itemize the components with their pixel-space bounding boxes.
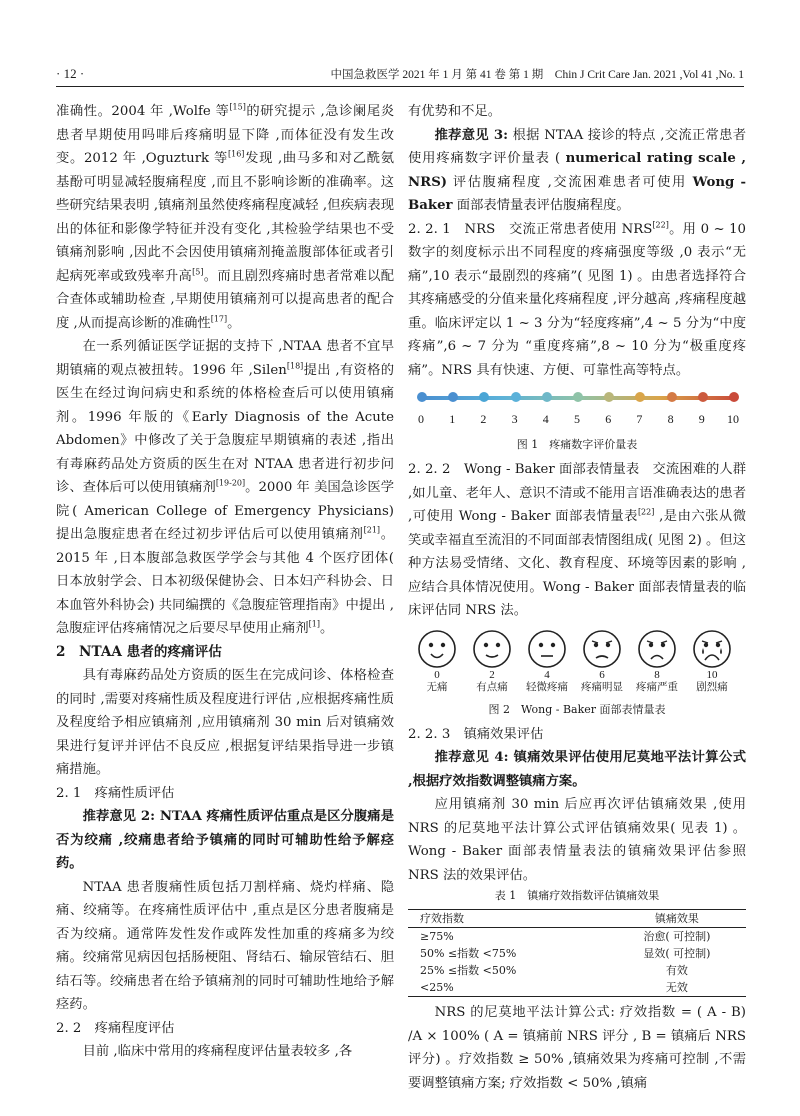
face-score: 4 <box>544 668 550 681</box>
efficacy-index-cell: <25% <box>408 979 608 997</box>
paragraph-wolfe: 准确性。2004 年 ,Wolfe 等[15]的研究提示 ,急诊阑尾炎患者早期使用吗啡后疼痛明显下降 ,而体征没有发生改变。2012 年 ,Oguzturk 等[16]发现 ,曲马多和对乙酰氨基酚可明显减轻腹痛程度 ,而且不影响诊断的准确率。这些研究结果表明 ,镇痛剂虽然使疼痛程度减轻 ,但疾病表现出的体征和影像学特征并没有变化 ,其检验学结果也不受镇痛剂影响 ,因此不会因使用镇痛剂掩盖腹部体征或者引起病死率或致残率升高[5]。而且剧烈疼痛时患者常难以配合查体或辅助检查 ,早期使用镇痛剂可以提高患者的配合度 ,从而提高诊断的准确性[17]。 <box>56 102 395 331</box>
face-item <box>577 629 627 693</box>
table-row <box>408 962 746 979</box>
nrs-scale-dot <box>542 392 552 402</box>
face-score: 10 <box>706 668 718 681</box>
figure-2-caption: 图 2 Wong - Baker 面部表情量表 <box>488 702 666 716</box>
table-row <box>408 979 746 997</box>
nrs-scale-tick: 2 <box>480 412 487 426</box>
section-heading-2-2: 2. 2 疼痛程度评估 <box>56 1020 175 1036</box>
face-label: 剧烈痛 <box>696 680 728 693</box>
analgesic-effect-cell: 显效( 可控制) <box>643 947 711 960</box>
nrs-scale-tick: 4 <box>542 412 549 426</box>
paragraph-evidence: 在一系列循证医学证据的支持下 ,NTAA 患者不宜早期镇痛的观点被扭转。1996 年 ,Silen[18]提出 ,有资格的医生在经过询问病史和系统的体格检查后可以使用镇痛剂。1996 年版的《Early Diagnosis of the Acute Abdomen》中修改了关于急腹症早期镇痛的表述 ,指出有毒麻药品处方资质的医生在对 NTAA 患者进行初步问诊、查体后可以使用镇痛剂[19-20]。2000 年 美国急诊医学院( American College of Emergency Physicians) 提出急腹症患者在经过初步评估后可以使用镇痛剂[21]。2015 年 ,日本腹部急救医学学会与其他 4 个医疗团体( 日本放射学会、日本初级保健协会、日本妇产科协会、日本血管外科协会) 共同编撰的《急腹症管理指南》中提出 ,急腹症评估疼痛情况之后要尽早使用止痛剂[1]。 <box>56 339 395 636</box>
nrs-scale-dot <box>511 392 521 402</box>
left-column <box>56 100 394 1064</box>
recommendation-2: 推荐意见 2: NTAA 疼痛性质评估重点是区分腹痛是否为绞痛 ,绞痛患者给予镇痛的同时可辅助性给予解痉药。 <box>56 809 394 871</box>
paragraph-scales-intro: 目前 ,临床中常用的疼痛程度评估量表较多 ,各 <box>82 1044 353 1059</box>
face-item <box>412 629 462 693</box>
efficacy-index-cell: 50% ≤指数 <75% <box>420 947 517 960</box>
nrs-scale-tick: 9 <box>698 412 705 426</box>
efficacy-index-cell: 25% ≤指数 <50% <box>420 964 517 977</box>
face-label: 疼痛严重 <box>636 680 678 693</box>
table-row <box>408 945 746 962</box>
analgesic-effect-cell: 治愈( 可控制) <box>643 930 711 943</box>
nrs-scale-dot <box>417 392 427 402</box>
neutral-face-icon <box>527 629 567 669</box>
recommendation-3: 推荐意见 3: 根据 NTAA 接诊的特点 ,交流正常患者使用疼痛数字评价量表 ( numerical rating scale , NRS) 评估腹痛程度 ,交流困难患者可使用 Wong - Baker 面部表情量表评估腹痛程度。 <box>408 127 746 213</box>
nrs-scale-tick: 5 <box>574 412 580 426</box>
page-header <box>56 64 744 87</box>
nrs-scale-dot <box>667 392 677 402</box>
paragraph-continued: 有优势和不足。 <box>408 104 502 119</box>
nrs-scale-tick: 0 <box>418 412 424 426</box>
nrs-scale-tick: 1 <box>449 412 456 426</box>
face-label: 轻微疼痛 <box>526 680 568 693</box>
nrs-scale-dot <box>698 392 708 402</box>
paragraph-reassess: 应用镇痛剂 30 min 后应再次评估镇痛效果 ,使用 NRS 的尼莫地平法计算公式评估镇痛效果( 见表 1) 。Wong - Baker 面部表情量表法的镇痛效果评估参照 NRS 法的效果评估。 <box>408 797 746 883</box>
wong-baker-faces-figure <box>408 629 746 701</box>
nrs-scale-tick: 3 <box>511 412 518 426</box>
face-item <box>687 629 737 693</box>
face-label: 有点痛 <box>476 680 508 693</box>
nrs-scale-dot <box>635 392 645 402</box>
face-item <box>522 629 572 693</box>
nrs-scale-tick: 6 <box>605 412 612 426</box>
slight-smile-face-icon <box>472 629 512 669</box>
nrs-scale-dot <box>729 392 739 402</box>
paragraph-formula: NRS 的尼莫地平法计算公式: 疗效指数 = ( A - B) /A × 100% ( A = 镇痛前 NRS 评分 , B = 镇痛后 NRS 评分) 。疗效指数 ≥ 50% ,镇痛效果为疼痛可控制 ,不需要调整镇痛方案; 疗效指数 < 50% ,镇痛 <box>408 1005 746 1091</box>
section-heading-2: 2 NTAA 患者的疼痛评估 <box>56 643 222 660</box>
face-score: 8 <box>654 668 660 681</box>
recommendation-4: 推荐意见 4: 镇痛效果评估使用尼莫地平法计算公式 ,根据疗效指数调整镇痛方案。 <box>408 750 746 789</box>
table-row <box>408 928 746 946</box>
page-number: · 12 · <box>56 66 85 81</box>
section-heading-2-1: 2. 1 疼痛性质评估 <box>56 785 175 801</box>
face-item <box>467 629 517 693</box>
nrs-scale-dot <box>448 392 458 402</box>
journal-citation: 中国急救医学 2021 年 1 月 第 41 卷 第 1 期 Chin J Crit Care Jan. 2021 ,Vol 41 ,No. 1 <box>330 69 744 81</box>
table-header: 疗效指数 <box>408 910 608 928</box>
paragraph-assessment: 具有毒麻药品处方资质的医生在完成问诊、体格检查的同时 ,需要对疼痛性质及程度进行评估 ,应根据疼痛性质及程度给予相应镇痛剂 ,应用镇痛剂 30 min 后对镇痛效果进行复评并评估不良反应 ,根据复评结果指导进一步镇痛措施。 <box>56 668 394 777</box>
efficacy-table <box>408 909 746 997</box>
nrs-scale-figure <box>408 388 746 434</box>
smiling-face-icon <box>417 629 457 669</box>
figure-1-caption: 图 1 疼痛数字评价量表 <box>516 438 638 451</box>
section-2-2-1-nrs: 2. 2. 1 NRS 交流正常患者使用 NRS[22]。用 0 ~ 10 数字的刻度标示出不同程度的疼痛强度等级 ,0 表示“无痛”,10 表示“最剧烈的疼痛”( 见图 1) 。由患者选择符合其疼痛感受的分值来量化疼痛程度 ,评分越高 ,疼痛程度越重。临床评定以 1 ~ 3 分为“轻度疼痛”,4 ~ 5 分为“中度疼痛”,6 ~ 7 分为 “重度疼痛”,8 ~ 10 分为“极重度疼痛”。NRS 具有快速、方便、可靠性高等特点。 <box>408 220 747 378</box>
sad-face-icon <box>637 629 677 669</box>
section-2-2-2-wong-baker: 2. 2. 2 Wong - Baker 面部表情量表 交流困难的人群 ,如儿童、老年人、意识不清或不能用言语准确表达的患者 ,可使用 Wong - Baker 面部表情量表[22] ,是由六张从微笑或幸福直至流泪的不同面部表情图组成( 见图 2) 。但这种方法易受情绪、文化、教育程度、环境等因素的影响 ,应结合具体情况使用。Wong - Baker 面部表情量表的临床评估同 NRS 法。 <box>408 462 746 618</box>
nrs-scale-tick: 8 <box>667 412 674 426</box>
analgesic-effect-cell: 有效 <box>665 964 688 977</box>
face-label: 无痛 <box>426 680 448 693</box>
paragraph-pain-nature: NTAA 患者腹痛性质包括刀割样痛、烧灼样痛、隐痛、绞痛等。在疼痛性质评估中 ,重点是区分患者腹痛是否为绞痛。通常阵发性发作或阵发性加重的疼痛多为绞痛。绞痛常见病因包括肠梗阻、肾结石、输尿管结石、胆结石等。绞痛患者在给予镇痛剂的同时可辅助性地给予解痉药。 <box>56 879 394 1012</box>
face-score: 2 <box>489 668 495 681</box>
nrs-scale-tick: 10 <box>727 412 739 426</box>
nrs-scale-tick: 7 <box>636 412 643 426</box>
analgesic-effect-cell: 无效 <box>608 979 746 997</box>
efficacy-index-cell: ≥75% <box>420 930 454 943</box>
nrs-scale-dot <box>604 392 614 402</box>
table-header: 镇痛效果 <box>608 910 746 928</box>
section-heading-2-2-3: 2. 2. 3 镇痛效果评估 <box>408 726 544 742</box>
table-1-caption: 表 1 镇痛疗效指数评估镇痛效果 <box>494 889 660 902</box>
face-label: 疼痛明显 <box>581 680 623 693</box>
right-column <box>408 100 746 1095</box>
face-score: 6 <box>599 668 605 681</box>
face-score: 0 <box>434 668 440 681</box>
nrs-scale-dot <box>573 392 583 402</box>
nrs-scale-dot <box>479 392 489 402</box>
frowning-face-icon <box>582 629 622 669</box>
face-item <box>632 629 682 693</box>
crying-face-icon <box>692 629 732 669</box>
